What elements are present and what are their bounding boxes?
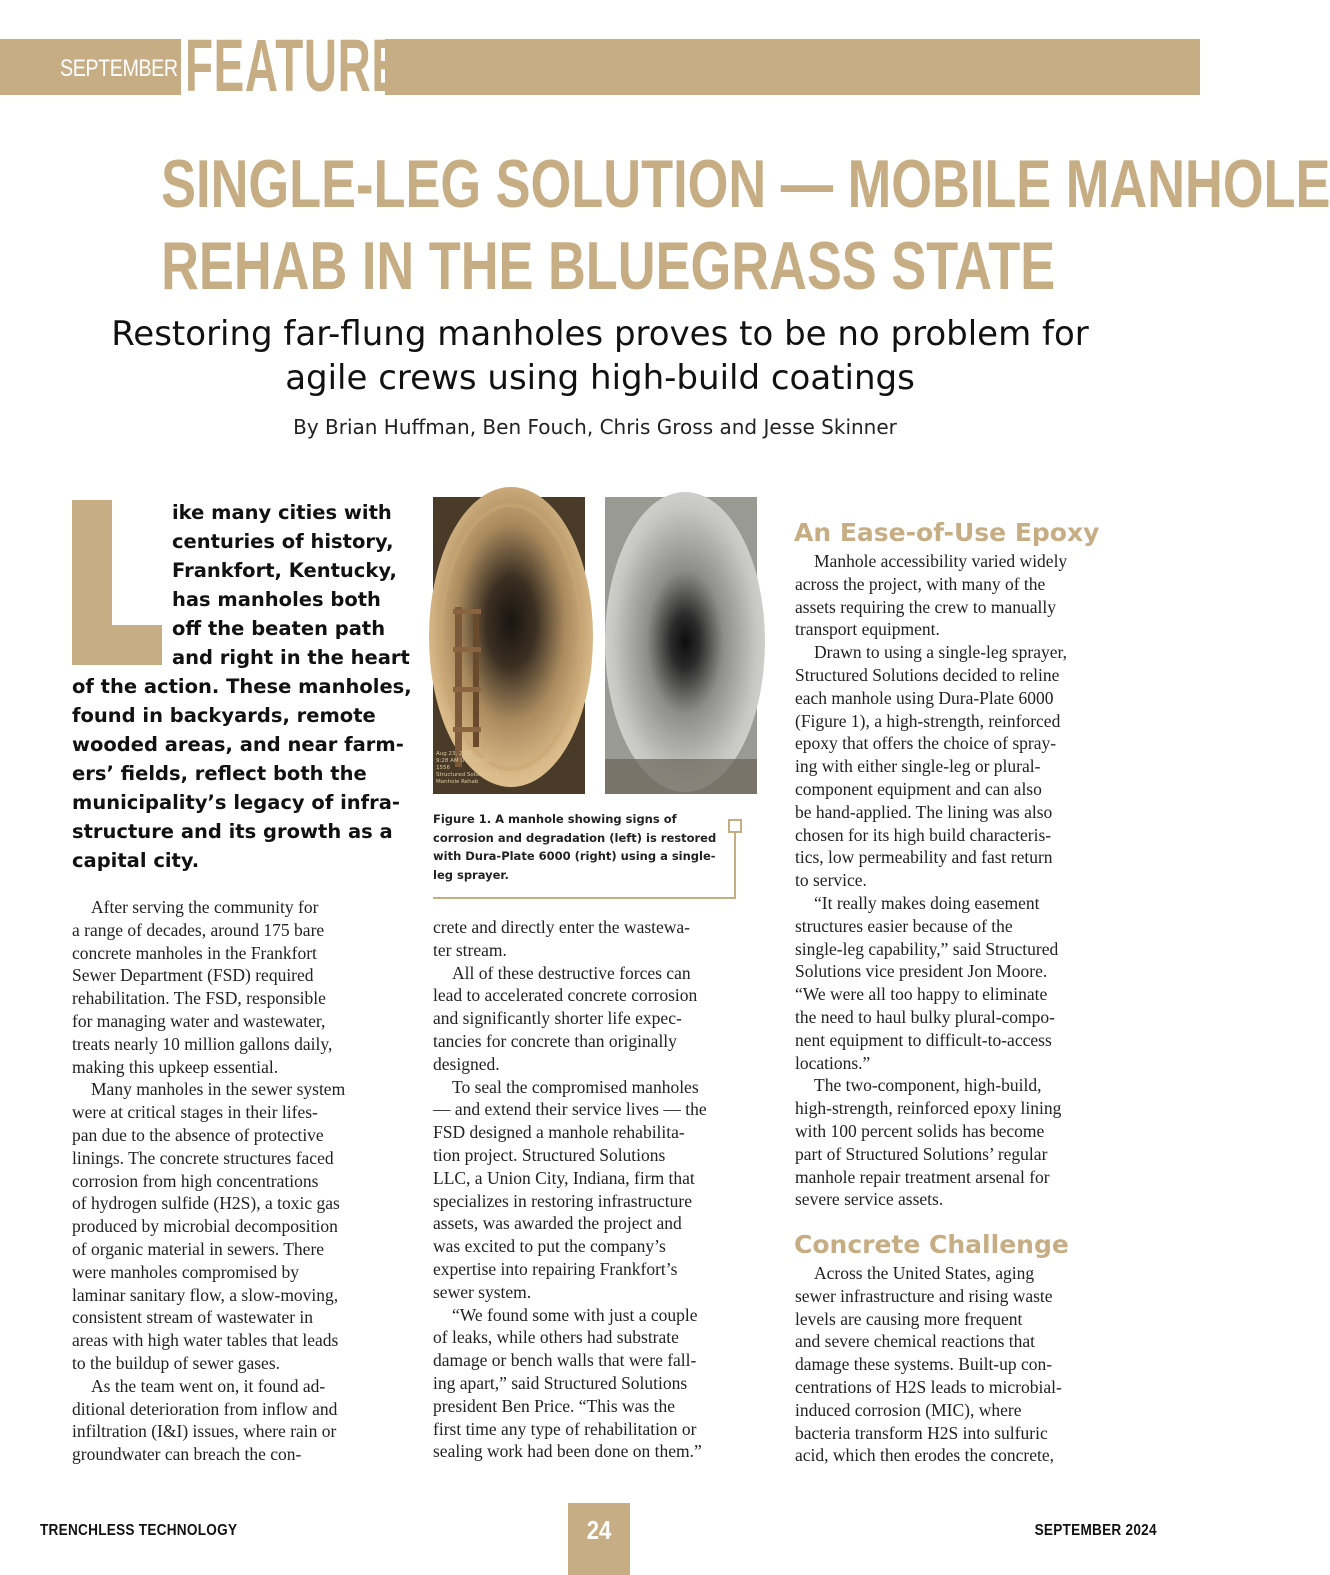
text-line: rehabilitation. The FSD, responsible [72, 988, 326, 1009]
text-line: The two-component, high-build, [814, 1075, 1042, 1096]
text-line: tics, low permeability and fast return [795, 847, 1053, 868]
caption-line: leg sprayer. [433, 867, 509, 882]
page-number: 24 [586, 1515, 612, 1545]
text-line: Manhole accessibility varied widely [814, 551, 1068, 571]
text-line: damage these systems. Built-up con- [795, 1354, 1053, 1375]
text-line: part of Structured Solutions’ regular [795, 1143, 1048, 1164]
text-line: to service. [795, 870, 867, 891]
lead-line: structure and its growth as a [72, 820, 393, 843]
lead-line: found in backyards, remote [72, 704, 376, 727]
lead-line: wooded areas, and near farm- [72, 733, 404, 756]
text-line: induced corrosion (MIC), where [795, 1399, 1022, 1420]
deck-line: agile crews using high-build coatings [285, 358, 915, 398]
text-line: sealing work had been done on them.” [433, 1441, 702, 1462]
text-line: manhole repair treatment arsenal for [795, 1166, 1050, 1187]
deck-line: Restoring far-flung manholes proves to be no problem for [111, 314, 1089, 354]
text-line: sewer system. [433, 1281, 532, 1302]
feature-label-box [181, 24, 403, 107]
lead-line: and right in the heart [172, 646, 410, 669]
body-column-1 [72, 896, 402, 1466]
text-line: produced by microbial decomposition [72, 1216, 338, 1237]
text-line: centrations of H2S leads to microbial- [795, 1376, 1062, 1397]
text-line: ing with either single-leg or plural- [795, 756, 1041, 777]
text-line: Across the United States, aging [814, 1263, 1035, 1283]
text-line: component equipment and can also [795, 778, 1042, 799]
text-line: structures easier because of the [795, 915, 1013, 936]
text-line: ing apart,” said Structured Solutions [433, 1372, 688, 1393]
lead-line: has manholes both [172, 588, 381, 611]
body-column-3 [795, 550, 1125, 1211]
text-line: assets requiring the crew to manually [795, 596, 1056, 617]
text-line: corrosion from high concentrations [72, 1170, 319, 1191]
text-line: for managing water and wastewater, [72, 1010, 326, 1031]
headline-line: REHAB IN THE BLUEGRASS STATE [161, 228, 1056, 304]
text-line: bacteria transform H2S into sulfuric [795, 1422, 1048, 1443]
article-deck [40, 312, 1160, 400]
text-line: of hydrogen sulfide (H2S), a toxic gas [72, 1193, 340, 1214]
text-line: making this upkeep essential. [72, 1056, 279, 1077]
lead-line: of the action. These manholes, [72, 675, 412, 698]
stamp-line: Manhole Rehab [436, 779, 479, 785]
headline-line: SINGLE-LEG SOLUTION — MOBILE MANHOLE [161, 146, 1330, 222]
stamp-line: Structured Solutions, L... [436, 772, 504, 778]
lead-line: capital city. [72, 849, 200, 872]
byline: By Brian Huffman, Ben Fouch, Chris Gross and Jesse Skinner [293, 415, 897, 439]
text-line: lead to accelerated concrete corrosion [433, 985, 698, 1006]
text-line: pan due to the absence of protective [72, 1124, 324, 1145]
text-line: locations.” [795, 1052, 871, 1073]
lead-line: municipality’s legacy of infra- [72, 791, 401, 814]
manhole-photo-before [433, 497, 585, 794]
manhole-after-illustration [605, 497, 757, 794]
text-line: FSD designed a manhole rehabilita- [433, 1122, 685, 1143]
text-line: “We were all too happy to eliminate [795, 984, 1048, 1005]
text-line: a range of decades, around 175 bare [72, 919, 325, 940]
text-line: epoxy that offers the choice of spray- [795, 733, 1057, 754]
caption-line: with Dura-Plate 6000 (right) using a single- [433, 849, 716, 863]
text-line: Structured Solutions decided to reline [795, 664, 1060, 685]
text-line: be hand-applied. The lining was also [795, 801, 1053, 822]
body-column-2 [433, 916, 763, 1463]
stamp-line: Aug 23, 2021 [436, 751, 473, 757]
text-line: single-leg capability,” said Structured [795, 938, 1059, 959]
text-line: — and extend their service lives — the [433, 1099, 707, 1120]
lead-line: off the beaten path [172, 617, 386, 640]
manhole-photo-after [605, 497, 757, 794]
text-line: president Ben Price. “This was the [433, 1395, 676, 1416]
text-line: All of these destructive forces can [452, 962, 691, 983]
text-line: transport equipment. [795, 619, 940, 640]
text-line: tancies for concrete than originally [433, 1030, 677, 1051]
text-line: damage or bench walls that were fall- [433, 1350, 697, 1371]
text-line: treats nearly 10 million gallons daily, [72, 1033, 333, 1054]
manhole-before-illustration [433, 497, 585, 794]
text-line: and significantly shorter life expec- [433, 1008, 682, 1029]
text-line: specializes in restoring infrastructure [433, 1190, 692, 1211]
text-line: concrete manholes in the Frankfort [72, 942, 317, 963]
text-line: “We found some with just a couple [452, 1304, 698, 1325]
photo-timestamp [436, 751, 504, 786]
text-line: infiltration (I&I) issues, where rain or [72, 1421, 337, 1442]
text-line: first time any type of rehabilitation or [433, 1418, 697, 1439]
text-line: was excited to put the company’s [433, 1236, 666, 1257]
caption-line: corrosion and degradation (left) is restored [433, 830, 717, 845]
body-column-3-continued [795, 1262, 1125, 1467]
stamp-line: 9:28 AM UTC-04:00 [436, 758, 490, 764]
text-line: groundwater can breach the con- [72, 1444, 302, 1465]
text-line: were at critical stages in their lifes- [72, 1102, 318, 1123]
text-line: severe service assets. [795, 1189, 944, 1210]
figure-caption [433, 810, 733, 884]
text-line: LLC, a Union City, Indiana, firm that [433, 1167, 695, 1188]
stamp-line: 1556 [436, 765, 450, 771]
text-line: sewer infrastructure and rising waste [795, 1285, 1053, 1306]
text-line: of leaks, while others had substrate [433, 1327, 679, 1348]
footer-issue-date: SEPTEMBER 2024 [1034, 1522, 1157, 1539]
text-line: ter stream. [433, 939, 507, 960]
text-line: designed. [433, 1053, 500, 1074]
subhead-concrete-challenge: Concrete Challenge [794, 1230, 1069, 1259]
text-line: ditional deterioration from inflow and [72, 1398, 338, 1419]
text-line: Sewer Department (FSD) required [72, 965, 314, 986]
text-line: each manhole using Dura-Plate 6000 [795, 687, 1054, 708]
text-line: As the team went on, it found ad- [91, 1375, 326, 1396]
text-line: (Figure 1), a high-strength, reinforced [795, 710, 1061, 731]
subhead-ease-of-use-epoxy: An Ease-of-Use Epoxy [794, 518, 1100, 547]
text-line: expertise into repairing Frankfort’s [433, 1258, 678, 1279]
text-line: laminar sanitary flow, a slow-moving, [72, 1284, 339, 1305]
text-line: tion project. Structured Solutions [433, 1144, 666, 1165]
text-line: crete and directly enter the wastewa- [433, 917, 691, 937]
text-line: and severe chemical reactions that [795, 1331, 1036, 1352]
text-line: were manholes compromised by [72, 1261, 299, 1282]
text-line: the need to haul bulky plural-compo- [795, 1006, 1055, 1027]
lead-line: ike many cities with [172, 501, 392, 524]
text-line: levels are causing more frequent [795, 1308, 1023, 1329]
lead-line: Frankfort, Kentucky, [172, 559, 397, 582]
text-line: Solutions vice president Jon Moore. [795, 961, 1048, 982]
text-line: chosen for its high build characteris- [795, 824, 1052, 845]
text-line: Many manholes in the sewer system [91, 1079, 346, 1100]
text-line: acid, which then erodes the concrete, [795, 1445, 1054, 1466]
text-line: to the buildup of sewer gases. [72, 1352, 281, 1373]
text-line: of organic material in sewers. There [72, 1238, 325, 1259]
text-line: with 100 percent solids has become [795, 1120, 1045, 1141]
caption-line: Figure 1. A manhole showing signs of [433, 812, 677, 826]
header-section-label: FEATURE [185, 24, 403, 107]
text-line: areas with high water tables that leads [72, 1330, 339, 1351]
text-line: nent equipment to difficult-to-access [795, 1029, 1052, 1050]
text-line: consistent stream of wastewater in [72, 1307, 314, 1328]
text-line: high-strength, reinforced epoxy lining [795, 1098, 1062, 1119]
text-line: “It really makes doing easement [814, 892, 1040, 913]
lead-paragraph [72, 498, 412, 875]
lead-line: ers’ fields, reflect both the [72, 762, 367, 785]
lead-line: centuries of history, [172, 530, 394, 553]
text-line: After serving the community for [91, 897, 319, 917]
footer-publication: TRENCHLESS TECHNOLOGY [40, 1522, 238, 1539]
article-headline [30, 143, 1330, 307]
text-line: assets, was awarded the project and [433, 1213, 682, 1234]
text-line: To seal the compromised manholes [452, 1076, 699, 1097]
header-month: SEPTEMBER [60, 55, 178, 82]
text-line: Drawn to using a single-leg sprayer, [814, 642, 1067, 663]
section-header-bar [0, 24, 1200, 107]
text-line: across the project, with many of the [795, 573, 1046, 594]
page-number-box [568, 1503, 630, 1575]
text-line: linings. The concrete structures faced [72, 1147, 334, 1168]
